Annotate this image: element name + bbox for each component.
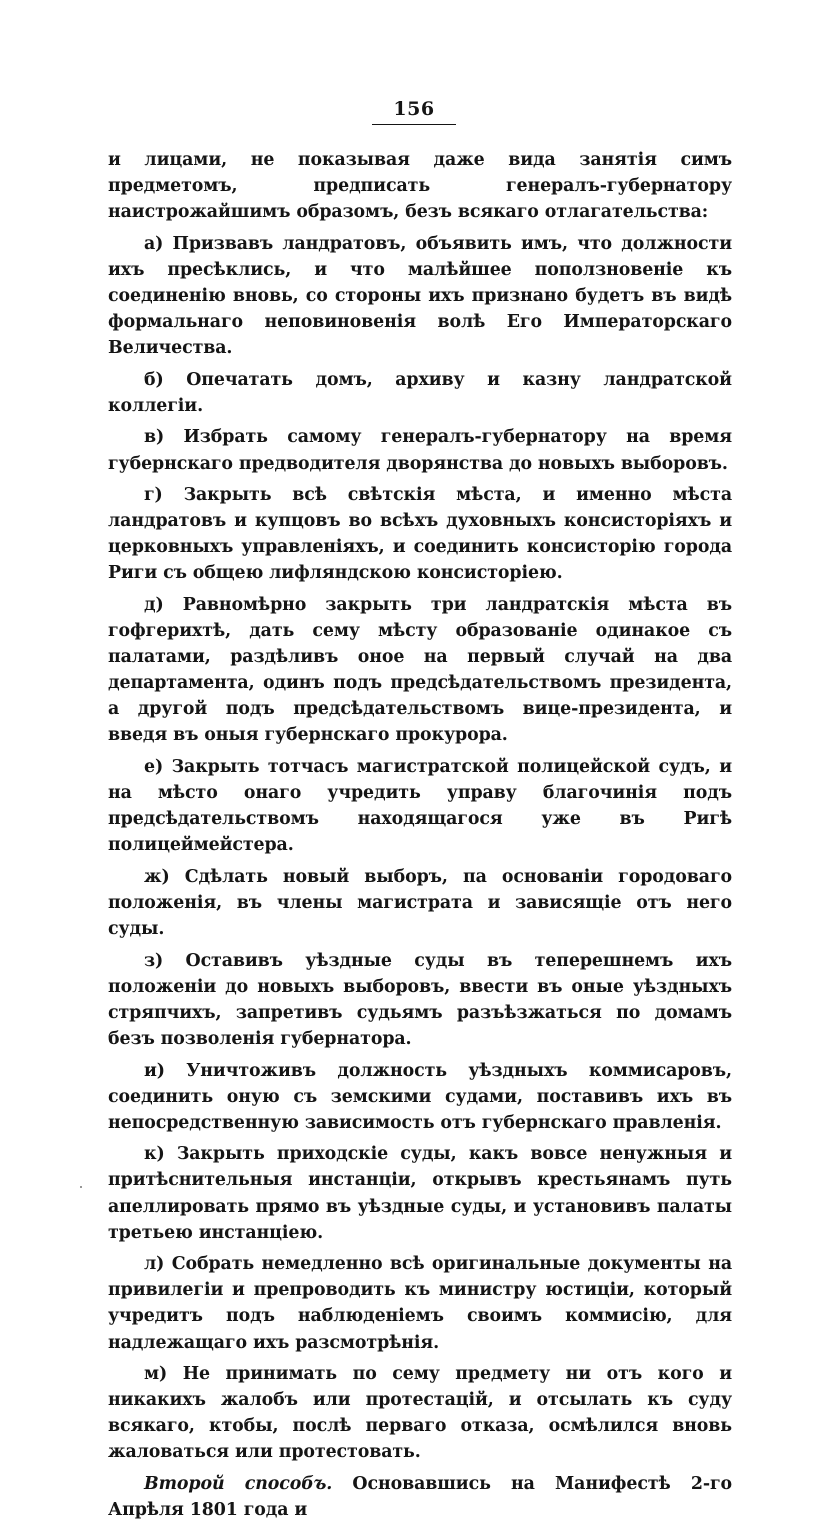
second-method-lead: Второй способъ. bbox=[144, 1474, 333, 1494]
paragraph-item-v: в) Избрать самому генералъ-губернатору на время губернскаго предводителя дворянства до новыхъ выборовъ. bbox=[108, 427, 732, 474]
paragraph-continuation: и лицами, не показывая даже вида занятія симъ предметомъ, предписать генералъ-губернатору наистрожайшимъ образомъ, безъ всякаго отлагательства: bbox=[108, 150, 732, 223]
paragraph-item-g: г) Закрыть всѣ свѣтскія мѣста, и именно мѣста ландратовъ и купцовъ во всѣхъ духовныхъ консисторіяхъ и церковныхъ управленіяхъ, и соединить консисторію города Риги съ общею лифляндскою консисторіею. bbox=[108, 485, 732, 584]
page-number: 156 bbox=[393, 98, 435, 120]
paragraph-item-l: л) Собрать немедленно всѣ оригинальные документы на привилегіи и препроводить къ министру юстиціи, который учредитъ подъ наблюденіемъ своимъ коммисію, для надлежащаго ихъ разсмотрѣнія. bbox=[108, 1254, 732, 1353]
paragraph-second-method bbox=[108, 1471, 732, 1523]
paragraph-item-e: е) Закрыть тотчасъ магистратской полицейской судъ, и на мѣсто онаго учредить управу благочинія подъ предсѣдательствомъ находящагося уже въ Ригѣ полицеймейстера. bbox=[108, 757, 732, 856]
second-method-text: Основавшись на Манифестѣ 2-го Апрѣля 1801 года и bbox=[108, 1474, 732, 1521]
print-speck bbox=[80, 1186, 82, 1188]
paragraph-item-zh: ж) Сдѣлать новый выборъ, па основаніи городоваго положенія, въ члены магистрата и зависящіе отъ него суды. bbox=[108, 866, 732, 940]
paragraph-item-d: д) Равномѣрно закрыть три ландратскія мѣста въ гофгерихтѣ, дать сему мѣсту образованіе одинакое съ палатами, раздѣливъ оное на первый случай на два департамента, одинъ подъ предсѣдательствомъ президента, а другой подъ предсѣдательствомъ вице-президента, и введя въ оныя губернскаго прокурора. bbox=[108, 595, 732, 746]
page-number-rule bbox=[372, 124, 456, 125]
paragraph-item-b: б) Опечатать домъ, архиву и казну ландратской коллегіи. bbox=[108, 369, 732, 416]
paragraph-item-m: м) Не принимать по сему предмету ни отъ кого и никакихъ жалобъ или протестацій, и отсылать къ суду всякаго, ктобы, послѣ перваго отказа, осмѣлился вновь жаловаться или протестовать. bbox=[108, 1364, 732, 1463]
paragraph-item-a: а) Призвавъ ландратовъ, объявить имъ, что должности ихъ пресѣклись, и что малѣйшее поползновеніе къ соединенію вновь, со стороны ихъ признано будетъ въ видѣ формальнаго неповиновенія волѣ Его Императорскаго Величества. bbox=[108, 233, 732, 359]
paragraph-item-z: з) Оставивъ уѣздные суды въ теперешнемъ ихъ положеніи до новыхъ выборовъ, ввести въ оные уѣздныхъ стряпчихъ, запретивъ судьямъ разъѣзжаться по домамъ безъ позволенія губернатора. bbox=[108, 950, 732, 1049]
paragraph-item-i: и) Уничтоживъ должность уѣздныхъ коммисаровъ, соединить оную съ земскими судами, поставивъ ихъ въ непосредственную зависимость отъ губернскаго правленія. bbox=[108, 1060, 732, 1133]
paragraph-item-k: к) Закрыть приходскіе суды, какъ вовсе ненужныя и притѣснительныя инстанціи, открывъ крестьянамъ путь апеллировать прямо въ уѣздные суды, и установивъ палаты третьею инстанціею. bbox=[108, 1144, 732, 1243]
body-text bbox=[108, 147, 732, 1523]
